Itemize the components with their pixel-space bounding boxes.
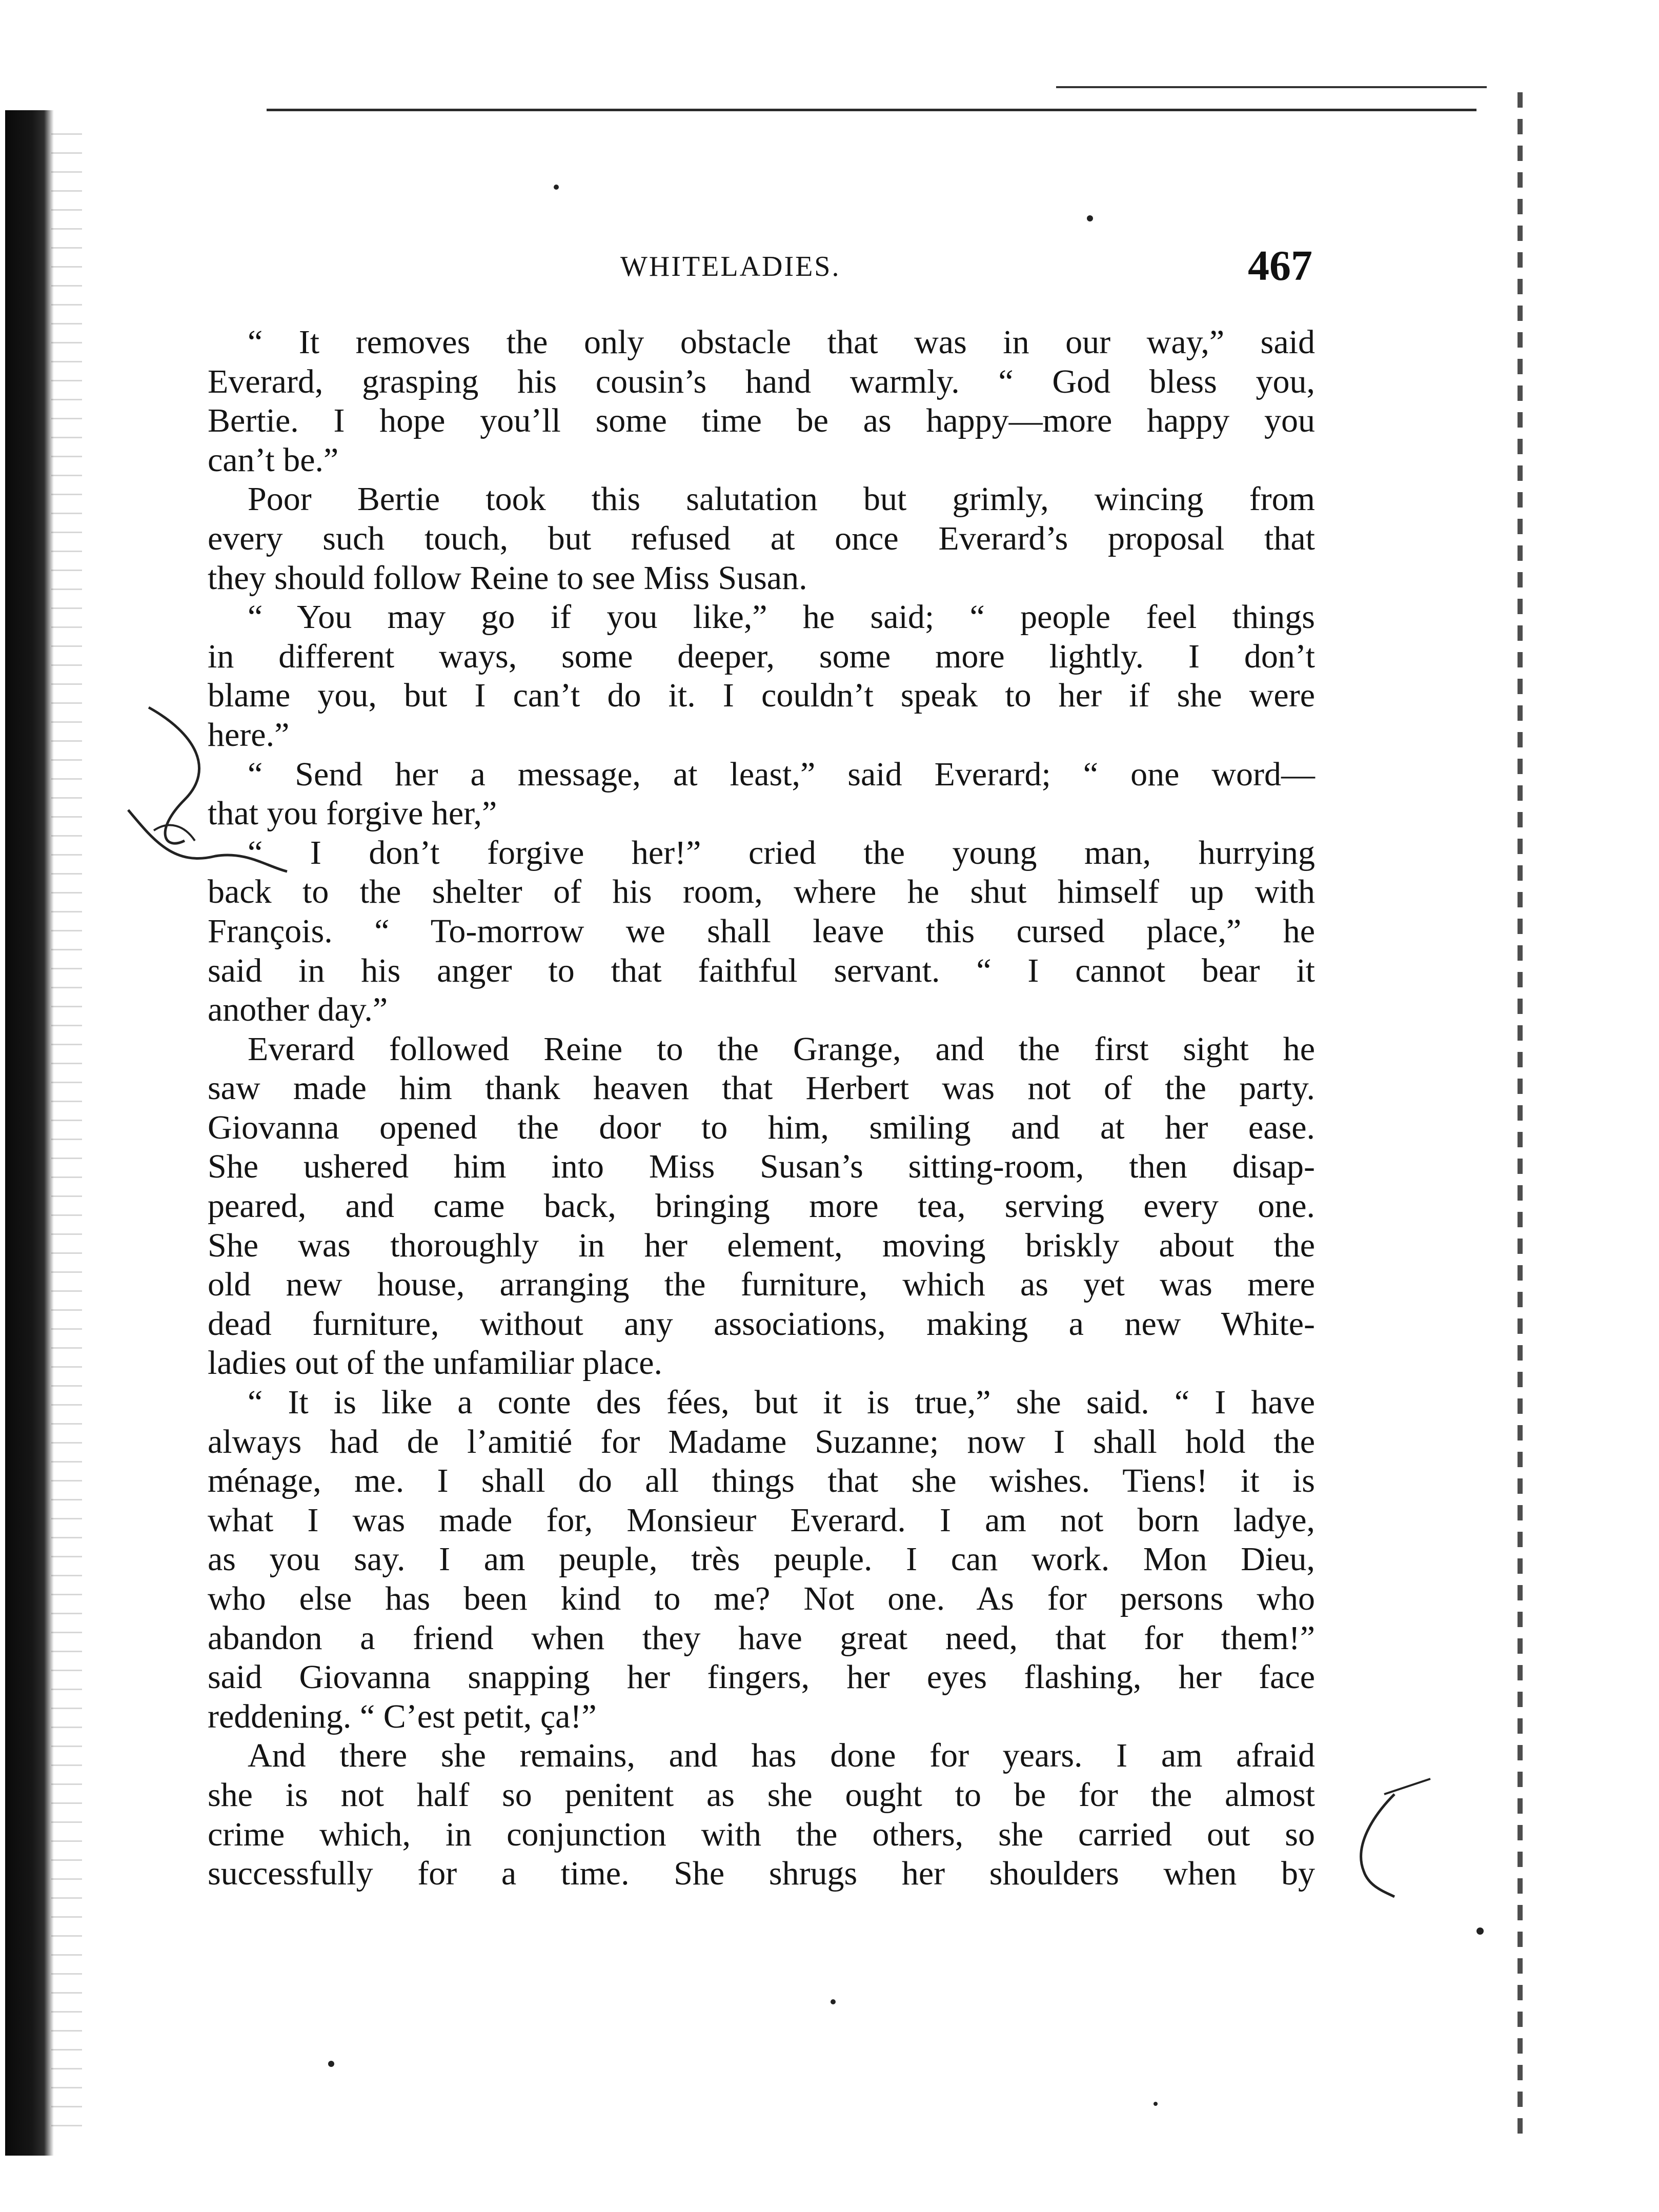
text-line: back to the shelter of his room, where he shut himself up with: [208, 873, 1315, 911]
text-line: can’t be.”: [208, 441, 339, 479]
text-line: She ushered him into Miss Susan’s sitting-room, then disap-: [208, 1148, 1315, 1186]
right-margin-tick-mark: [1384, 1779, 1430, 1794]
text-line: another day.”: [208, 991, 388, 1029]
text-line: they should follow Reine to see Miss Susan.: [208, 559, 807, 597]
scan-speck: [1476, 1927, 1484, 1935]
scan-speck: [1154, 2102, 1158, 2106]
text-line: dead furniture, without any associations, making a new White-: [208, 1305, 1315, 1343]
text-line: Poor Bertie took this salutation but grimly, wincing from: [248, 480, 1315, 518]
text-line: François. “ To-morrow we shall leave this cursed place,” he: [208, 912, 1315, 950]
binding-scan-noise: [51, 133, 82, 2133]
text-line: old new house, arranging the furniture, which as yet was mere: [208, 1266, 1315, 1304]
scan-speck: [554, 185, 559, 190]
text-line: ménage, me. I shall do all things that she wishes. Tiens! it is: [208, 1462, 1315, 1500]
text-line: every such touch, but refused at once Everard’s proposal that: [208, 519, 1315, 557]
text-line: she is not half so penitent as she ought to be for the almost: [208, 1776, 1315, 1814]
right-margin-curve-mark: [1361, 1794, 1394, 1897]
text-line: successfully for a time. She shrugs her shoulders when by: [208, 1855, 1315, 1893]
running-title: WHITELADIES.: [620, 251, 841, 282]
text-line: peared, and came back, bringing more tea, serving every one.: [208, 1187, 1315, 1225]
text-line: that you forgive her,”: [208, 795, 497, 833]
running-head: [205, 241, 1312, 297]
text-line: what I was made for, Monsieur Everard. I am not born ladye,: [208, 1501, 1315, 1539]
text-line: reddening. “ C’est petit, ça!”: [208, 1697, 597, 1735]
text-line: crime which, in conjunction with the others, she carried out so: [208, 1815, 1315, 1853]
page-number: 467: [1248, 242, 1312, 290]
top-edge-rule: [267, 109, 1476, 111]
text-line: Everard, grasping his cousin’s hand warmly. “ God bless you,: [208, 362, 1315, 400]
text-line: as you say. I am peuple, très peuple. I can work. Mon Dieu,: [208, 1540, 1315, 1578]
text-line: in different ways, some deeper, some more lightly. I don’t: [208, 637, 1315, 675]
text-line: “ It is like a conte des fées, but it is true,” she said. “ I have: [248, 1384, 1315, 1422]
text-line: saw made him thank heaven that Herbert was not of the party.: [208, 1069, 1315, 1107]
book-binding-shadow: [5, 110, 54, 2156]
text-line: Giovanna opened the door to him, smiling and at her ease.: [208, 1108, 1315, 1146]
text-line: “ Send her a message, at least,” said Everard; “ one word—: [248, 755, 1315, 793]
text-line: Bertie. I hope you’ll some time be as happy—more happy you: [208, 402, 1315, 440]
page-body: [208, 323, 1315, 1894]
margin-bracket-mark: [149, 707, 199, 843]
text-line: “ It removes the only obstacle that was in our way,” said: [248, 323, 1315, 361]
text-line: said Giovanna snapping her fingers, her eyes flashing, her face: [208, 1658, 1315, 1696]
text-line: said in his anger to that faithful servant. “ I cannot bear it: [208, 951, 1315, 989]
text-line: always had de l’amitié for Madame Suzanne; now I shall hold the: [208, 1423, 1315, 1460]
text-line: here.”: [208, 716, 290, 754]
text-line: Everard followed Reine to the Grange, and the first sight he: [248, 1030, 1315, 1068]
text-line: who else has been kind to me? Not one. As for persons who: [208, 1580, 1315, 1617]
text-line: abandon a friend when they have great need, that for them!”: [208, 1619, 1315, 1657]
margin-stroke-mark: [154, 825, 195, 841]
text-line: And there she remains, and has done for years. I am afraid: [248, 1737, 1315, 1775]
text-line: ladies out of the unfamiliar place.: [208, 1344, 663, 1382]
text-line: She was thoroughly in her element, moving briskly about the: [208, 1226, 1315, 1264]
scan-speck: [328, 2061, 334, 2067]
text-line: “ I don’t forgive her!” cried the young man, hurrying: [248, 834, 1315, 871]
right-page-edge: [1518, 92, 1523, 2138]
top-edge-line: [1056, 86, 1487, 88]
text-line: blame you, but I can’t do it. I couldn’t speak to her if she were: [208, 677, 1315, 715]
scan-speck: [831, 1999, 836, 2004]
scan-speck: [1087, 215, 1093, 221]
text-line: “ You may go if you like,” he said; “ people feel things: [248, 598, 1315, 636]
